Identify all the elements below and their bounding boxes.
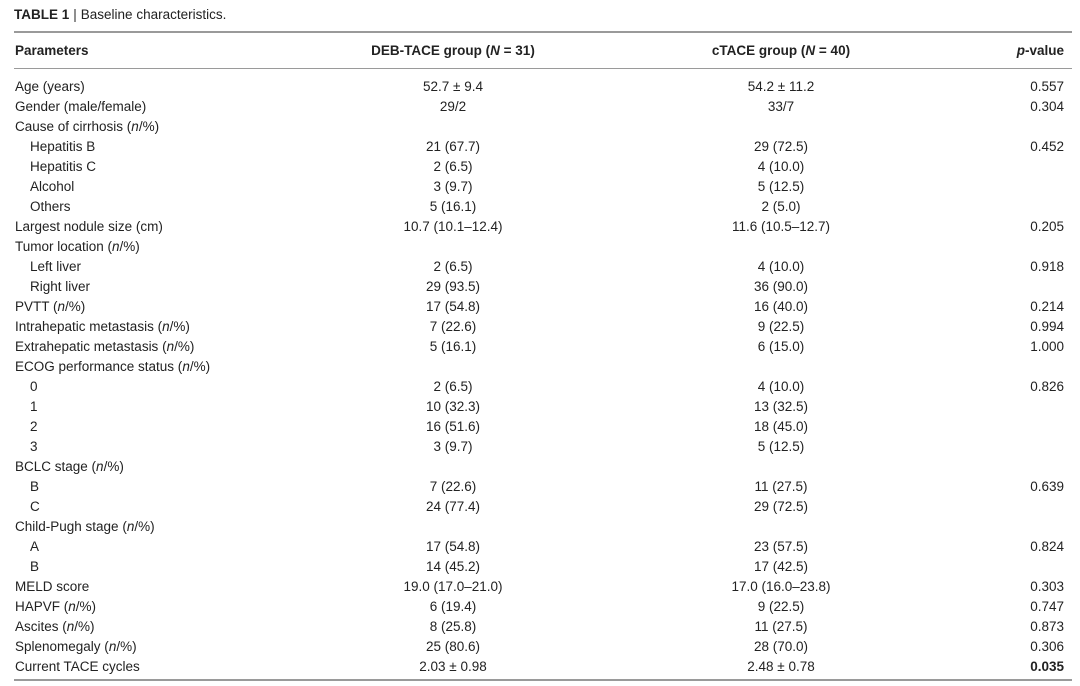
- parameter-cell: Age (years): [15, 79, 85, 94]
- parameter-cell: Current TACE cycles: [15, 659, 140, 674]
- deb-tace-cell: 7 (22.6): [429, 319, 477, 334]
- table-row: [0, 337, 1080, 357]
- ctace-cell: 18 (45.0): [753, 419, 809, 434]
- p-value-cell: 0.918: [1030, 259, 1064, 274]
- deb-tace-cell: 8 (25.8): [429, 619, 477, 634]
- table-row: [0, 197, 1080, 217]
- table-row: [0, 497, 1080, 517]
- deb-tace-cell: 14 (45.2): [425, 559, 481, 574]
- ctace-cell: 29 (72.5): [753, 139, 809, 154]
- parameter-cell: Cause of cirrhosis (n/%): [15, 119, 160, 134]
- deb-tace-cell: 6 (19.4): [429, 599, 477, 614]
- table-row: [0, 457, 1080, 477]
- p-value-cell: 0.639: [1030, 479, 1064, 494]
- parameter-cell: Extrahepatic metastasis (n/%): [15, 339, 195, 354]
- ctace-cell: 11 (27.5): [754, 619, 808, 634]
- deb-tace-cell: 10.7 (10.1–12.4): [403, 219, 503, 234]
- p-value-cell: 0.303: [1030, 579, 1064, 594]
- parameter-cell: Child-Pugh stage (n/%): [15, 519, 155, 534]
- table-row: [0, 597, 1080, 617]
- parameter-cell: B: [30, 559, 40, 574]
- ctace-cell: 4 (10.0): [757, 379, 805, 394]
- header-rule: [14, 68, 1072, 69]
- deb-tace-cell: 16 (51.6): [425, 419, 481, 434]
- table-row: [0, 477, 1080, 497]
- parameter-cell: Splenomegaly (n/%): [15, 639, 137, 654]
- ctace-cell: 6 (15.0): [757, 339, 805, 354]
- parameter-cell: BCLC stage (n/%): [15, 459, 124, 474]
- ctace-cell: 4 (10.0): [757, 259, 805, 274]
- deb-tace-cell: 29 (93.5): [425, 279, 481, 294]
- table-row: [0, 157, 1080, 177]
- parameter-cell: 0: [30, 379, 38, 394]
- parameter-cell: Largest nodule size (cm): [15, 219, 163, 234]
- header-ctace: cTACE group (N = 40): [711, 43, 851, 58]
- parameter-cell: Hepatitis B: [30, 139, 96, 154]
- parameter-cell: Gender (male/female): [15, 99, 147, 114]
- header-p-value: p-value: [1016, 43, 1064, 58]
- parameter-cell: PVTT (n/%): [15, 299, 86, 314]
- table-row: [0, 177, 1080, 197]
- deb-tace-cell: 21 (67.7): [425, 139, 481, 154]
- table-row: [0, 377, 1080, 397]
- deb-tace-cell: 3 (9.7): [433, 179, 473, 194]
- table-row: [0, 657, 1080, 677]
- p-value-cell: 0.557: [1030, 79, 1064, 94]
- deb-tace-cell: 52.7 ± 9.4: [423, 79, 483, 94]
- table-row: [0, 137, 1080, 157]
- table-row: [0, 297, 1080, 317]
- deb-tace-cell: 3 (9.7): [433, 439, 473, 454]
- p-value-cell: 0.306: [1030, 639, 1064, 654]
- ctace-cell: 29 (72.5): [753, 499, 809, 514]
- deb-tace-cell: 29/2: [439, 99, 467, 114]
- p-value-cell: 0.214: [1030, 299, 1064, 314]
- table-row: [0, 517, 1080, 537]
- parameter-cell: Alcohol: [30, 179, 75, 194]
- table-row: [0, 77, 1080, 97]
- table-row: [0, 317, 1080, 337]
- table-row: [0, 557, 1080, 577]
- parameter-cell: Tumor location (n/%): [15, 239, 140, 254]
- parameter-cell: MELD score: [15, 579, 90, 594]
- table-row: [0, 617, 1080, 637]
- ctace-cell: 11.6 (10.5–12.7): [731, 219, 831, 234]
- header-parameters: Parameters: [15, 43, 89, 58]
- ctace-cell: 2 (5.0): [761, 199, 801, 214]
- table-title: Baseline characteristics.: [80, 7, 227, 22]
- ctace-cell: 9 (22.5): [757, 319, 805, 334]
- table-row: [0, 257, 1080, 277]
- ctace-cell: 13 (32.5): [753, 399, 809, 414]
- parameter-cell: Left liver: [30, 259, 82, 274]
- deb-tace-cell: 2 (6.5): [433, 159, 473, 174]
- p-value-cell: 0.824: [1030, 539, 1064, 554]
- ctace-cell: 33/7: [767, 99, 795, 114]
- header-deb-tace: DEB-TACE group (N = 31): [371, 43, 535, 58]
- p-value-cell: 0.994: [1030, 319, 1064, 334]
- parameter-cell: B: [30, 479, 40, 494]
- parameter-cell: Others: [30, 199, 71, 214]
- table-row: [0, 97, 1080, 117]
- table-caption: [14, 4, 226, 26]
- ctace-cell: 11 (27.5): [754, 479, 808, 494]
- deb-tace-cell: 25 (80.6): [425, 639, 481, 654]
- p-value-cell: 0.205: [1030, 219, 1064, 234]
- deb-tace-cell: 7 (22.6): [429, 479, 477, 494]
- deb-tace-cell: 2.03 ± 0.98: [419, 659, 487, 674]
- ctace-cell: 5 (12.5): [757, 439, 805, 454]
- top-rule: [14, 31, 1072, 33]
- p-value-cell: 0.035: [1030, 659, 1064, 674]
- parameter-cell: Ascites (n/%): [15, 619, 95, 634]
- p-value-cell: 0.747: [1030, 599, 1064, 614]
- parameter-cell: 1: [30, 399, 38, 414]
- caption-separator: |: [73, 7, 77, 22]
- deb-tace-cell: 19.0 (17.0–21.0): [403, 579, 503, 594]
- ctace-cell: 16 (40.0): [753, 299, 809, 314]
- deb-tace-cell: 5 (16.1): [429, 339, 477, 354]
- p-value-cell: 0.873: [1030, 619, 1064, 634]
- table-row: [0, 117, 1080, 137]
- p-value-cell: 1.000: [1030, 339, 1064, 354]
- table-row: [0, 237, 1080, 257]
- ctace-cell: 17 (42.5): [753, 559, 809, 574]
- ctace-cell: 23 (57.5): [753, 539, 809, 554]
- ctace-cell: 4 (10.0): [757, 159, 805, 174]
- ctace-cell: 2.48 ± 0.78: [747, 659, 815, 674]
- table-row: [0, 217, 1080, 237]
- table-row: [0, 437, 1080, 457]
- deb-tace-cell: 5 (16.1): [429, 199, 477, 214]
- ctace-cell: 17.0 (16.0–23.8): [731, 579, 831, 594]
- table-body: [0, 77, 1080, 677]
- p-value-cell: 0.826: [1030, 379, 1064, 394]
- table-label: TABLE 1: [14, 7, 70, 22]
- ctace-cell: 9 (22.5): [757, 599, 805, 614]
- parameter-cell: Hepatitis C: [30, 159, 97, 174]
- table-row: [0, 357, 1080, 377]
- table-row: [0, 537, 1080, 557]
- deb-tace-cell: 10 (32.3): [425, 399, 481, 414]
- ctace-cell: 5 (12.5): [757, 179, 805, 194]
- parameter-cell: HAPVF (n/%): [15, 599, 97, 614]
- deb-tace-cell: 17 (54.8): [425, 539, 481, 554]
- parameter-cell: 2: [30, 419, 38, 434]
- table-row: [0, 637, 1080, 657]
- ctace-cell: 28 (70.0): [753, 639, 809, 654]
- parameter-cell: Intrahepatic metastasis (n/%): [15, 319, 190, 334]
- ctace-cell: 54.2 ± 11.2: [747, 79, 815, 94]
- parameter-cell: ECOG performance status (n/%): [15, 359, 211, 374]
- bottom-rule: [14, 679, 1072, 681]
- deb-tace-cell: 17 (54.8): [425, 299, 481, 314]
- deb-tace-cell: 2 (6.5): [433, 259, 473, 274]
- table-row: [0, 277, 1080, 297]
- table-row: [0, 417, 1080, 437]
- parameter-cell: C: [30, 499, 40, 514]
- parameter-cell: 3: [30, 439, 38, 454]
- deb-tace-cell: 24 (77.4): [425, 499, 481, 514]
- parameter-cell: Right liver: [30, 279, 91, 294]
- ctace-cell: 36 (90.0): [753, 279, 809, 294]
- p-value-cell: 0.304: [1030, 99, 1064, 114]
- table-row: [0, 397, 1080, 417]
- deb-tace-cell: 2 (6.5): [433, 379, 473, 394]
- parameter-cell: A: [30, 539, 40, 554]
- p-value-cell: 0.452: [1030, 139, 1064, 154]
- table-row: [0, 577, 1080, 597]
